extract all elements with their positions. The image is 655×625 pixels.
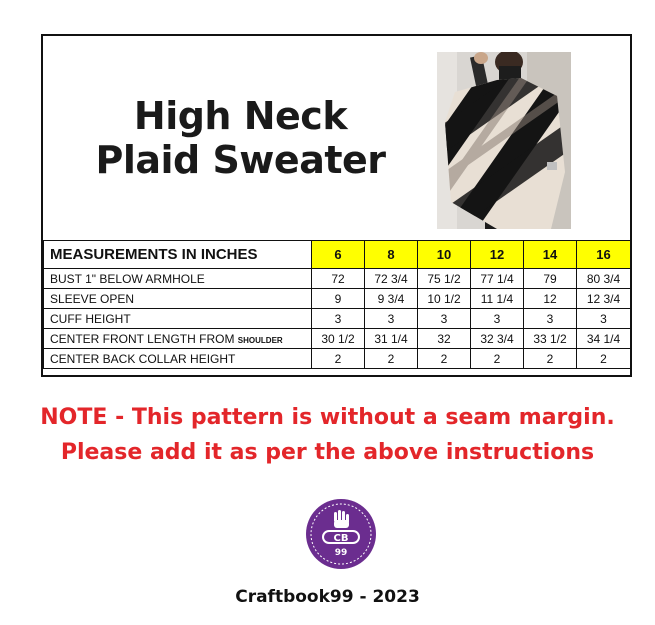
size-header: 6 <box>312 241 365 269</box>
row-label: CUFF HEIGHT <box>44 309 312 329</box>
size-header: 12 <box>471 241 524 269</box>
table-cell: 79 <box>524 269 577 289</box>
row-label <box>44 329 312 349</box>
table-cell: 3 <box>312 309 365 329</box>
table-cell: 2 <box>577 349 631 369</box>
row-label: SLEEVE OPEN <box>44 289 312 309</box>
footer-copyright: Craftbook99 - 2023 <box>235 587 420 607</box>
table-header-row <box>44 241 631 269</box>
table-cell: 10 1/2 <box>418 289 471 309</box>
table-cell: 9 3/4 <box>365 289 418 309</box>
table-cell: 2 <box>418 349 471 369</box>
table-cell: 30 1/2 <box>312 329 365 349</box>
product-photo <box>437 52 571 229</box>
row-label-main: CENTER FRONT LENGTH FROM <box>50 331 235 346</box>
product-title <box>43 94 438 182</box>
table-cell: 3 <box>365 309 418 329</box>
table-cell: 2 <box>312 349 365 369</box>
product-photo-image <box>437 52 571 229</box>
table-cell: 3 <box>524 309 577 329</box>
table-cell: 3 <box>418 309 471 329</box>
header-label: MEASUREMENTS IN INCHES <box>44 241 312 269</box>
table-cell: 72 3/4 <box>365 269 418 289</box>
title-line-1: High Neck <box>133 94 348 138</box>
row-label: BUST 1" BELOW ARMHOLE <box>44 269 312 289</box>
craftbook-logo <box>305 498 377 570</box>
size-chart-card <box>41 34 632 377</box>
craftbook-logo-icon <box>305 498 377 570</box>
table-cell: 12 <box>524 289 577 309</box>
table-cell: 9 <box>312 289 365 309</box>
table-cell: 2 <box>471 349 524 369</box>
size-header: 14 <box>524 241 577 269</box>
table-row <box>44 289 631 309</box>
table-row <box>44 349 631 369</box>
table-row <box>44 329 631 349</box>
table-cell: 32 3/4 <box>471 329 524 349</box>
table-cell: 12 3/4 <box>577 289 631 309</box>
table-cell: 3 <box>577 309 631 329</box>
row-label: CENTER BACK COLLAR HEIGHT <box>44 349 312 369</box>
table-row <box>44 309 631 329</box>
table-cell: 2 <box>524 349 577 369</box>
table-cell: 11 1/4 <box>471 289 524 309</box>
measurements-table <box>43 240 631 369</box>
table-cell: 34 1/4 <box>577 329 631 349</box>
table-row <box>44 269 631 289</box>
table-cell: 3 <box>471 309 524 329</box>
row-label-small: SHOULDER <box>237 335 283 345</box>
size-header: 16 <box>577 241 631 269</box>
table-cell: 2 <box>365 349 418 369</box>
table-cell: 72 <box>312 269 365 289</box>
table-cell: 77 1/4 <box>471 269 524 289</box>
table-cell: 33 1/2 <box>524 329 577 349</box>
table-cell: 32 <box>418 329 471 349</box>
table-cell: 75 1/2 <box>418 269 471 289</box>
table-cell: 31 1/4 <box>365 329 418 349</box>
logo-text-sub: 99 <box>334 548 348 558</box>
logo-text-main: CB <box>333 533 349 544</box>
table-cell: 80 3/4 <box>577 269 631 289</box>
size-header: 8 <box>365 241 418 269</box>
size-header: 10 <box>418 241 471 269</box>
seam-margin-note: NOTE - This pattern is without a seam margin. <box>40 405 615 430</box>
seam-margin-instruction: Please add it as per the above instructions <box>60 440 595 465</box>
title-line-2: Plaid Sweater <box>95 138 386 182</box>
